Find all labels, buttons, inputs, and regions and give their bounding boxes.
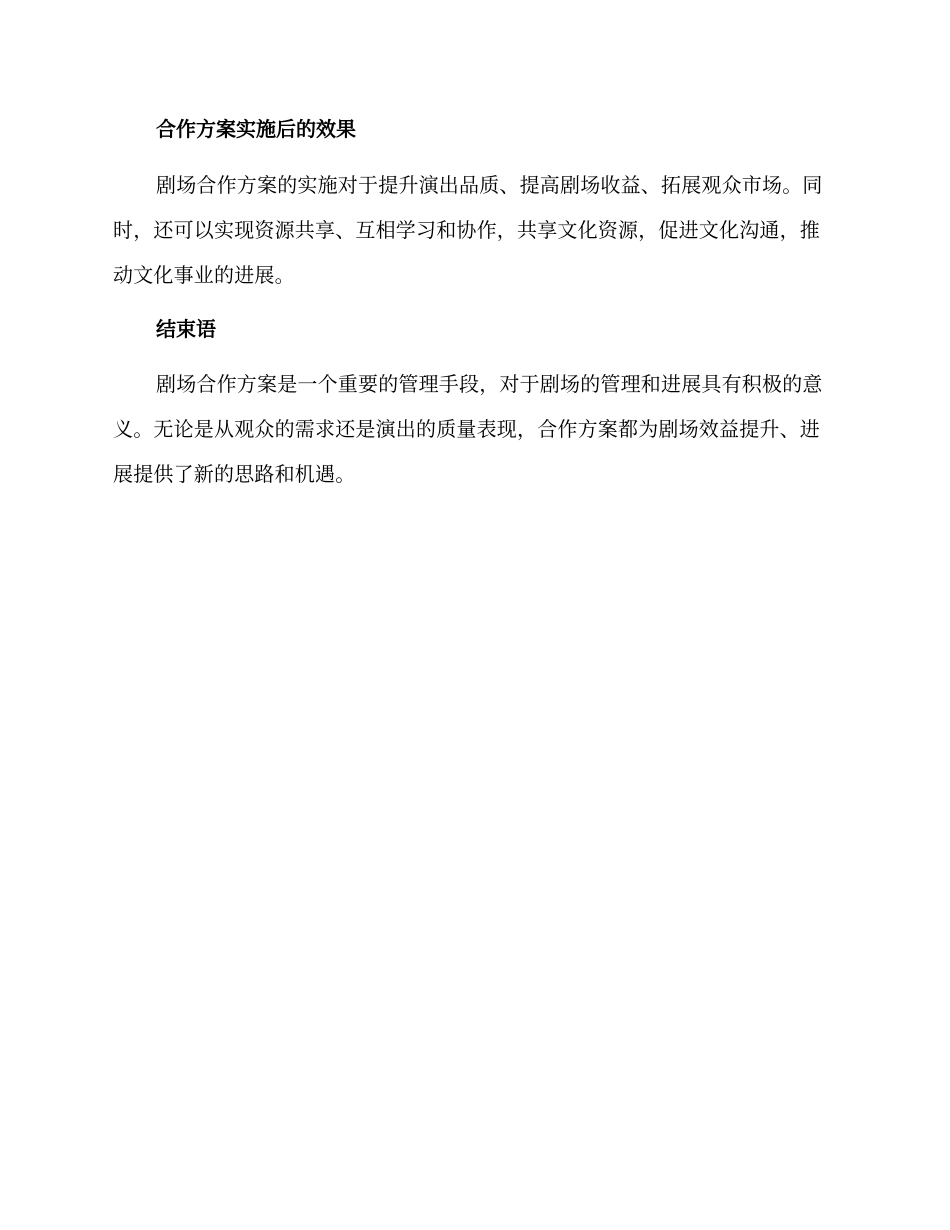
section-heading-effects: 合作方案实施后的效果 xyxy=(156,117,356,141)
section-heading-conclusion: 结束语 xyxy=(156,317,216,341)
section-paragraph-conclusion: 剧场合作方案是一个重要的管理手段，对于剧场的管理和进展具有积极的意义。无论是从观众的需求还是演出的质量表现，合作方案都为剧场效益提升、进展提供了新的思路和机遇。 xyxy=(113,372,823,486)
document-content xyxy=(113,112,833,497)
section-paragraph-effects: 剧场合作方案的实施对于提升演出品质、提高剧场收益、拓展观众市场。同时，还可以实现资源共享、互相学习和协作，共享文化资源，促进文化沟通，推动文化事业的进展。 xyxy=(113,173,823,287)
